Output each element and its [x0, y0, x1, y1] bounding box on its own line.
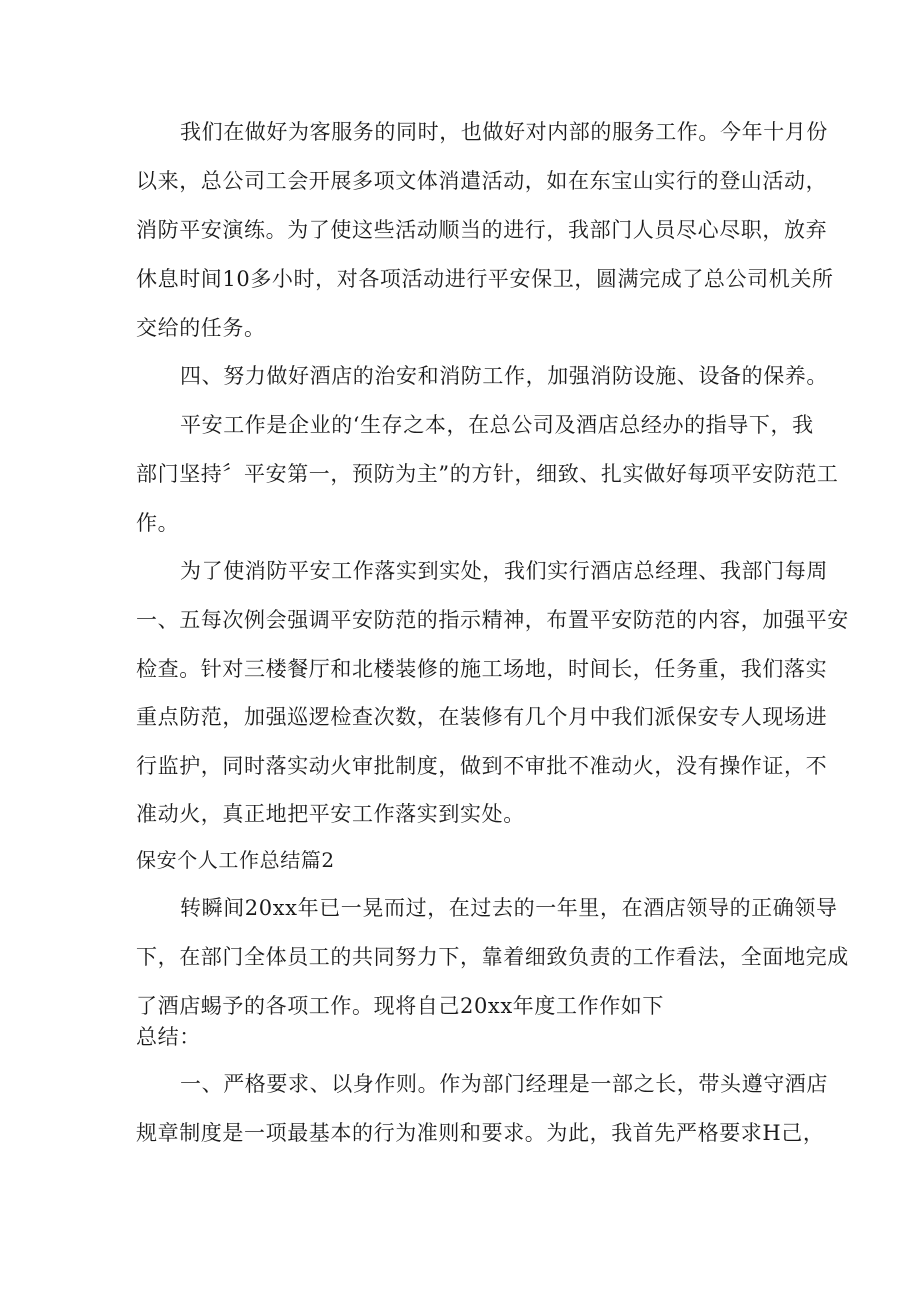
paragraph-line: 转瞬间20xx年已一晃而过，在过去的一年里，在酒店领导的正确领导 [180, 896, 838, 920]
paragraph-line: 以来，总公司工会开展多项文体消遣活动，如在东宝山实行的登山活动， [136, 169, 828, 193]
paragraph-line: 总结： [136, 1025, 201, 1049]
paragraph-line: 平安工作是企业的‘生存之本，在总公司及酒店总经办的指导下，我 [180, 413, 814, 437]
paragraph-line: 休息时间10多小时，对各项活动进行平安保卫，圆满完成了总公司机关所 [136, 267, 834, 291]
paragraph-line: 重点防范，加强巡逻检查次数，在装修有几个月中我们派保安专人现场进 [136, 705, 828, 729]
paragraph-line: 下，在部门全体员工的共同努力下，靠着细致负责的工作看法，全面地完成 [136, 945, 849, 969]
paragraph-line: 四、努力做好酒店的治安和消防工作，加强消防设施、设备的保养。 [180, 364, 828, 388]
paragraph-line: 为了使消防平安工作落实到实处，我们实行酒店总经理、我部门每周 [180, 559, 828, 583]
paragraph-line: 一、严格要求、以身作则。作为部门经理是一部之长，带头遵守酒店 [180, 1072, 828, 1096]
paragraph-line: 行监护，同时落实动火审批制度，做到不审批不准动火，没有操作证，不 [136, 754, 828, 778]
paragraph-line: 规章制度是一项最基本的行为准则和要求。为此，我首先严格要求H己， [136, 1121, 825, 1145]
paragraph-line: 检查。针对三楼餐厅和北楼装修的施工场地，时间长，任务重，我们落实 [136, 657, 828, 681]
paragraph-line: 一、五每次例会强调平安防范的指示精神，布置平安防范的内容，加强平安 [136, 608, 849, 632]
paragraph-line: 我们在做好为客服务的同时，也做好对内部的服务工作。今年十月份 [180, 120, 828, 144]
paragraph-line: 交给的任务。 [136, 316, 266, 340]
paragraph-line: 准动火，真正地把平安工作落实到实处。 [136, 802, 525, 826]
paragraph-line: 了酒店蜴予的各项工作。现将自己20xx年度工作作如下 [136, 994, 665, 1018]
paragraph-line: 作。 [136, 511, 180, 535]
paragraph-line: 消防平安演练。为了使这些活动顺当的进行，我部门人员尽心尽职，放弃 [136, 218, 828, 242]
paragraph-line: 部门坚持〞平安第一，预防为主”的方针，细致、扎实做好每项平安防范工 [136, 462, 839, 486]
section-heading: 保安个人工作总结篇2 [136, 848, 335, 872]
